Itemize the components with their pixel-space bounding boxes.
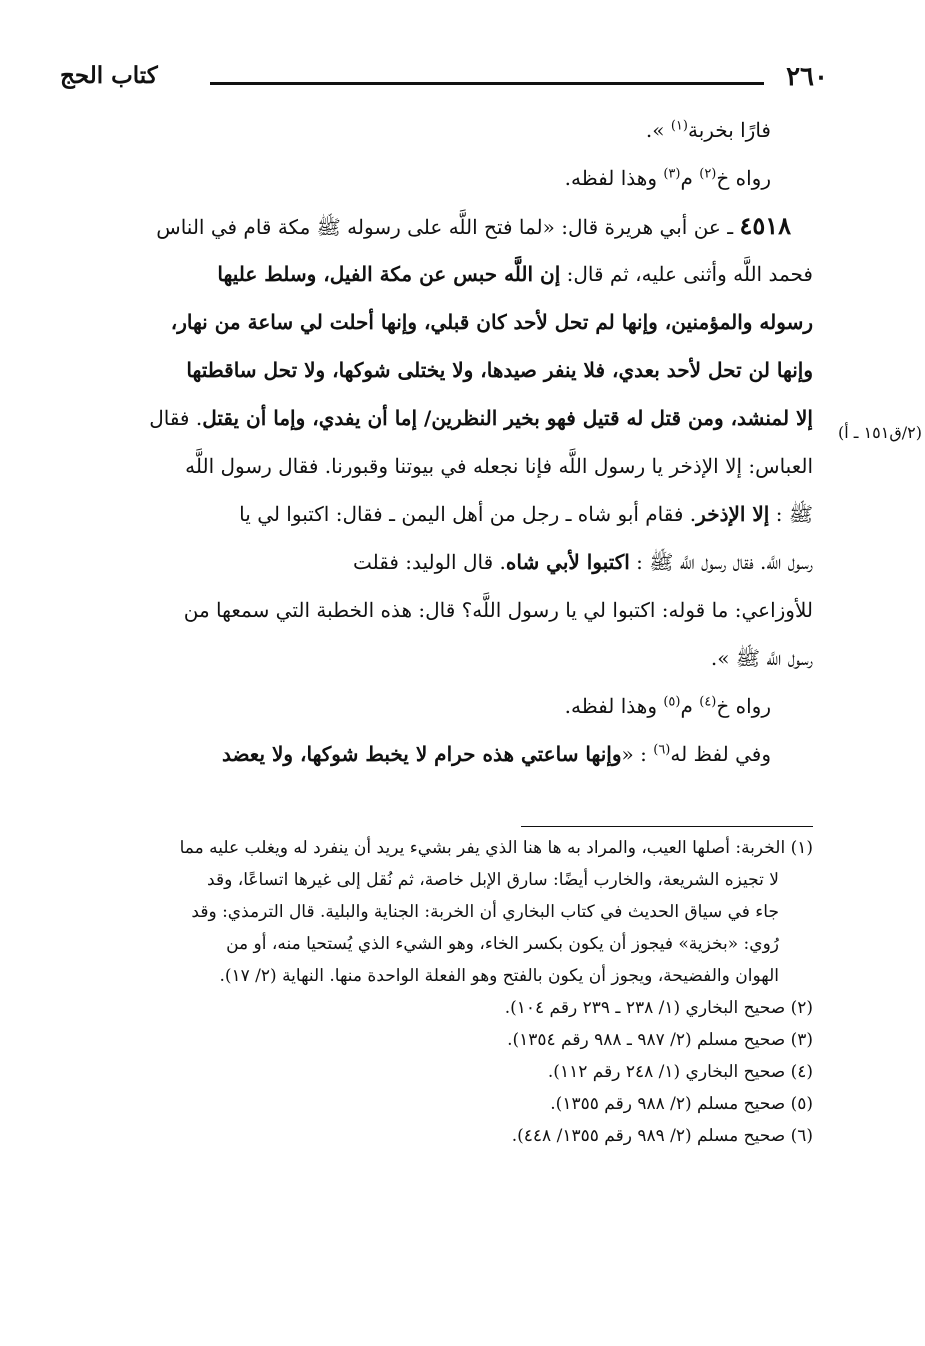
- manuscript-margin-note: (٢/ق١٥١ ـ أ): [838, 423, 922, 442]
- prophetic-speech: اكتبوا لأبي شاه: [505, 550, 630, 574]
- footnote-ref: (٦): [653, 742, 671, 758]
- text-run: : «: [621, 742, 654, 766]
- header-rule: [210, 82, 764, 85]
- text-run: م: [680, 694, 700, 718]
- text-line: [93, 394, 813, 442]
- text-run: ﷺ :: [769, 502, 813, 526]
- footnote-line: (١) الخربة: أصلها العيب، والمراد به ها هنا الذي يفر بشيء يريد أن ينفرد له ويغلب عليه مما: [179, 838, 813, 858]
- footnote-ref: (٤): [699, 694, 717, 710]
- footnote-line: رُوي: «بخزية» فيجوز أن يكون بكسر الخاء، وهو الشيء الذي يُستحيا منه، أو من: [226, 934, 779, 954]
- text-run: . فقال: [149, 406, 203, 430]
- prophetic-speech: إن اللَّه حبس عن مكة الفيل، وسلط عليها: [217, 262, 561, 286]
- footnote-line: (٢) صحيح البخاري (١/ ٢٣٨ ـ ٢٣٩ رقم ١٠٤).: [504, 998, 813, 1018]
- text-line: للأوزاعي: ما قوله: اكتبوا لي يا رسول اللَّه؟ قال: هذه الخطبة التي سمعها من: [183, 598, 813, 622]
- text-line: [93, 250, 813, 298]
- text-line: رسوله والمؤمنين، وإنها لم تحل لأحد كان قبلي، وإنها أحلت لي ساعة من نهار،: [170, 310, 813, 334]
- footnote-line: (٥) صحيح مسلم (٢/ ٩٨٨ رقم ١٣٥٥).: [550, 1094, 813, 1114]
- text-line: رسول اللَّه ﷺ ».: [710, 646, 813, 670]
- text-run: . فقام أبو شاه ـ رجل من أهل اليمن ـ فقال: اكتبوا لي يا: [239, 502, 697, 526]
- text-line: [93, 538, 813, 586]
- text-run: وهذا لفظه.: [564, 166, 664, 190]
- text-line: [93, 106, 813, 154]
- footnote-separator: [521, 826, 813, 827]
- page-header: [60, 60, 828, 96]
- running-title: كتاب الحج: [60, 62, 158, 89]
- text-run: رسول اللَّه. فقال رسول اللَّه ﷺ :: [629, 550, 813, 574]
- footnote-line: (٤) صحيح البخاري (١/ ٢٤٨ رقم ١١٢).: [547, 1062, 813, 1082]
- text-run: رواه خ: [716, 694, 771, 718]
- text-line: [93, 490, 813, 538]
- footnote-ref: (٥): [663, 694, 681, 710]
- text-line: [93, 154, 813, 202]
- text-run: وفي لفظ له: [670, 742, 771, 766]
- text-line: [93, 682, 813, 730]
- text-run: فحمد اللَّه وأثنى عليه، ثم قال:: [560, 262, 813, 286]
- footnote-ref: (٣): [663, 166, 681, 182]
- footnote-line: (٦) صحيح مسلم (٢/ ٩٨٩ رقم ١٣٥٥/ ٤٤٨).: [511, 1126, 813, 1146]
- text-run: فارًا بخربة: [687, 118, 771, 142]
- hadith-number: ٤٥١٨: [739, 211, 791, 240]
- footnote-line: جاء في سياق الحديث في كتاب البخاري أن الخربة: الجناية والبلية. قال الترمذي: وقد: [191, 902, 779, 922]
- text-line: العباس: إلا الإذخر يا رسول اللَّه فإنا نجعله في بيوتنا وقبورنا. فقال رسول اللَّه: [185, 454, 813, 478]
- text-line: وإنها لن تحل لأحد بعدي، فلا ينفر صيدها، ولا يختلى شوكها، ولا تحل ساقطتها: [186, 358, 813, 382]
- prophetic-speech: إلا الإذخر: [696, 502, 770, 526]
- text-run: رواه خ: [716, 166, 771, 190]
- footnote-line: (٣) صحيح مسلم (٢/ ٩٨٧ ـ ٩٨٨ رقم ١٣٥٤).: [507, 1030, 813, 1050]
- footnote-line: الهوان والفضيحة، ويجوز أن يكون بالفتح وهو الفعلة الواحدة منها. النهاية (٢/ ١٧).: [219, 966, 779, 986]
- main-text: [93, 106, 813, 778]
- text-run: وهذا لفظه.: [564, 694, 664, 718]
- footnote-ref: (٢): [699, 166, 717, 182]
- footnote-ref: (١): [670, 118, 688, 134]
- text-run: . قال الوليد: فقلت: [352, 550, 506, 574]
- text-run: ـ عن أبي هريرة قال: «لما فتح اللَّه على رسوله ﷺ مكة قام في الناس: [156, 215, 740, 239]
- footnotes: [93, 832, 813, 1152]
- text-line: [93, 730, 813, 778]
- text-run: م: [680, 166, 700, 190]
- hadith-start-line: [93, 202, 813, 250]
- text-run: ».: [645, 118, 671, 142]
- prophetic-speech: إلا لمنشد، ومن قتل له قتيل فهو بخير النظرين/ إما أن يفدي، وإما أن يقتل: [202, 406, 813, 430]
- prophetic-speech: وإنها ساعتي هذه حرام لا يخبط شوكها، ولا يعضد: [221, 742, 622, 766]
- footnote-line: لا تجيزه الشريعة، والخارب أيضًا: سارق الإبل خاصة، ثم نُقل إلى غيرها اتساعًا، وقد: [207, 870, 779, 890]
- page-number: ٢٦٠: [786, 62, 828, 92]
